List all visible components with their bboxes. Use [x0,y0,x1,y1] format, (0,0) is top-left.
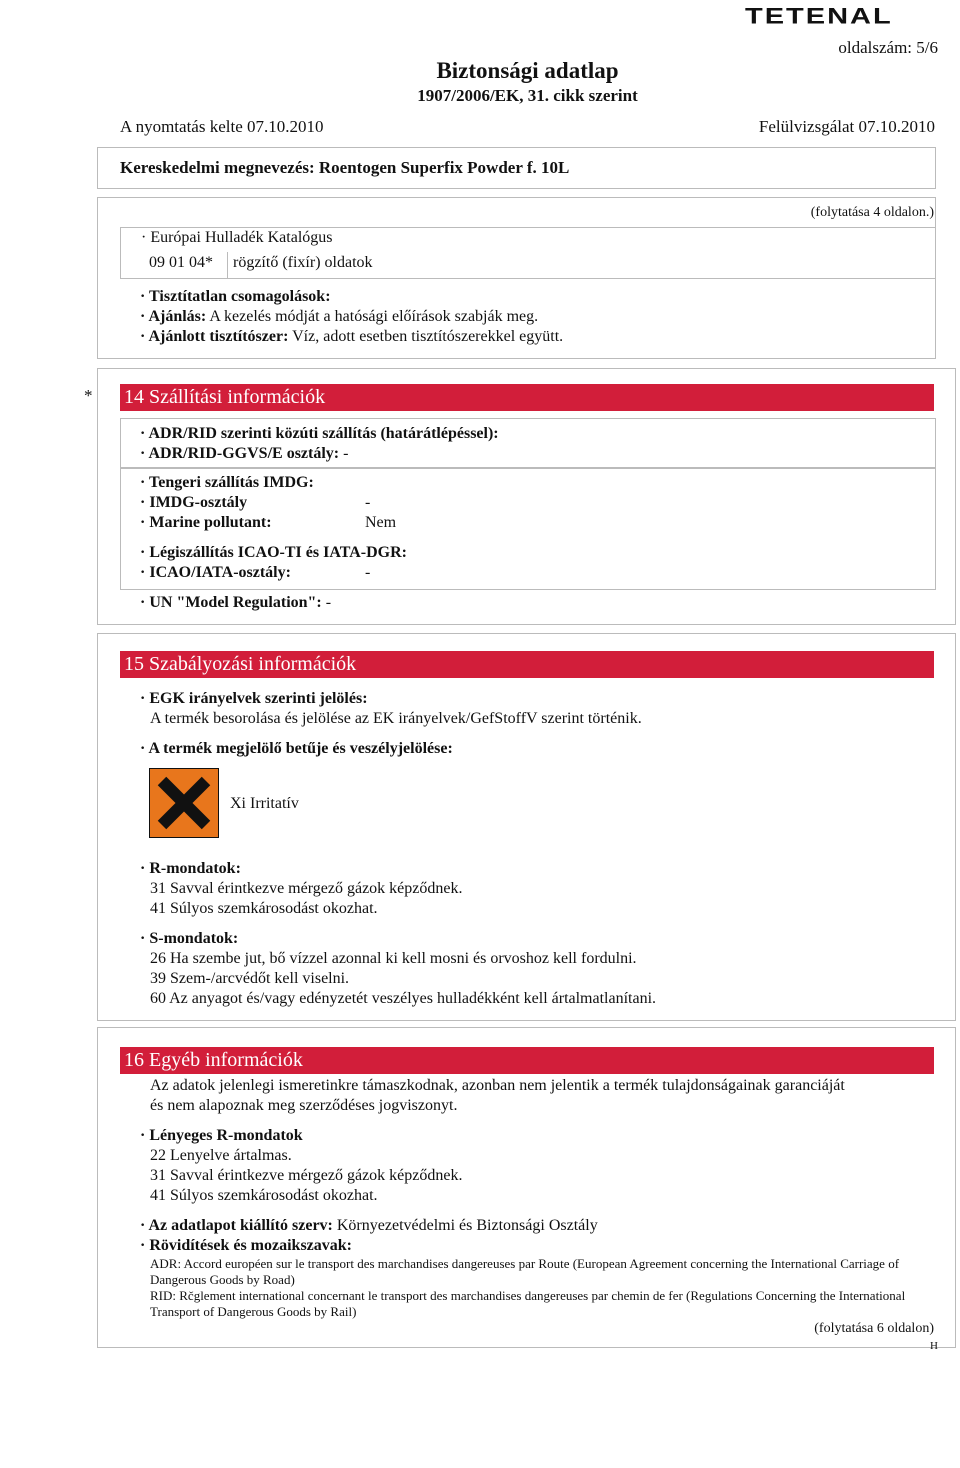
r-phrase: 22 Lenyelve ártalmas. [150,1147,292,1164]
s-phrases-title: · S-mondatok: [140,930,239,947]
section-15-heading: 15 Szabályozási információk [120,651,934,678]
continued-from-note: (folytatása 4 oldalon.) [810,205,934,220]
trade-name-box [97,147,936,189]
uncleaned-packaging-title: · Tisztítatlan csomagolások: [140,288,331,305]
disclaimer-line-2: és nem alapoznak meg szerződéses jogviszonyt. [150,1097,458,1114]
adr-class-line: · ADR/RID-GGVS/E osztály: - [140,445,349,462]
r-phrase: 41 Súlyos szemkárosodást okozhat. [150,1187,378,1204]
marine-pollutant-value: Nem [365,514,397,531]
waste-code: 09 01 04* [149,254,213,271]
print-date: A nyomtatás kelte 07.10.2010 [120,117,324,136]
divider [227,252,228,278]
disclaimer-line-1: Az adatok jelenlegi ismeretinkre támaszkodnak, azonban nem jelentik a termék tulajdonságainak garanciáját [150,1077,845,1094]
r-phrase: 31 Savval érintkezve mérgező gázok képződnek. [150,880,463,897]
s-phrase: 39 Szem-/arcvédőt kell viselni. [150,970,350,987]
revision-date: Felülvizsgálat 07.10.2010 [758,117,935,136]
brand-logo: TETENAL [745,4,893,29]
section-16-heading: 16 Egyéb információk [120,1047,934,1074]
r-phrase: 31 Savval érintkezve mérgező gázok képződnek. [150,1167,463,1184]
r-phrases-title: · R-mondatok: [140,860,241,877]
continued-to-note: (folytatása 6 oldalon) [814,1321,934,1336]
ek-labelling-title: · EGK irányelvek szerinti jelölés: [140,690,368,707]
document-subtitle: 1907/2006/EK, 31. cikk szerint [417,86,638,105]
abbreviations-title: · Rövidítések és mozaikszavak: [140,1237,352,1254]
catalogue-title: · Európai Hulladék Katalógus [141,229,333,246]
icao-class-value: - [365,564,371,581]
imdg-title: · Tengeri szállítás IMDG: [140,474,314,491]
waste-catalogue-box [120,227,936,279]
air-title: · Légiszállítás ICAO-TI és IATA-DGR: [140,544,407,561]
s-phrase: 26 Ha szembe jut, bő vízzel azonnal ki kell mosni és orvoshoz kell fordulni. [150,950,637,967]
waste-description: rögzítő (fixír) oldatok [233,254,373,271]
hazard-symbol-title: · A termék megjelölő betűje és veszélyjelölése: [140,740,453,757]
trade-name: Kereskedelmi megnevezés: Roentogen Superfix Powder f. 10L [120,158,570,177]
irritant-x-icon [149,768,219,838]
r-phrase: 41 Súlyos szemkárosodást okozhat. [150,900,378,917]
marine-pollutant-label: · Marine pollutant: [140,514,272,531]
document-title: Biztonsági adatlap [436,58,619,83]
recommendation-line: · Ajánlás: A kezelés módját a hatósági előírások szabják meg. [140,308,539,325]
page-number: oldalszám: 5/6 [838,38,938,57]
relevant-r-phrases-title: · Lényeges R-mondatok [140,1127,303,1144]
cleaner-line: · Ajánlott tisztítószer: Víz, adott esetben tisztítószerekkel együtt. [140,328,564,345]
imdg-class-label: · IMDG-osztály [140,494,248,511]
issuer-line: · Az adatlapot kiállító szerv: Környezetvédelmi és Biztonsági Osztály [140,1217,598,1234]
adr-title: · ADR/RID szerinti közúti szállítás (határátlépéssel): [140,425,499,442]
s-phrase: 60 Az anyagot és/vagy edényzetét veszélyes hulladékként kell ártalmatlanítani. [150,990,657,1007]
ek-labelling-text: A termék besorolása és jelölése az EK irányelvek/GefStoffV szerint történik. [150,710,642,727]
imdg-class-value: - [365,494,371,511]
changed-marker: * [84,386,93,405]
section-14-heading: 14 Szállítási információk [120,384,934,411]
un-regulation-line: · UN "Model Regulation": - [140,594,332,611]
abbreviation-adr: ADR: Accord européen sur le transport des marchandises dangereuses par Route (European Agreement concerning the International Carriage of Dangerous Goods by Road) [150,1256,900,1287]
icao-class-label: · ICAO/IATA-osztály: [140,564,291,581]
abbreviation-rid: RID: Rčglement international concernant le transport des marchandises dangereuses par chemin de fer (Regulations Concerning the International Transport of Dangerous Goods by Rail) [150,1288,906,1319]
hazard-symbol-label: Xi Irritatív [230,795,299,812]
footer-mark: H [930,1340,938,1352]
